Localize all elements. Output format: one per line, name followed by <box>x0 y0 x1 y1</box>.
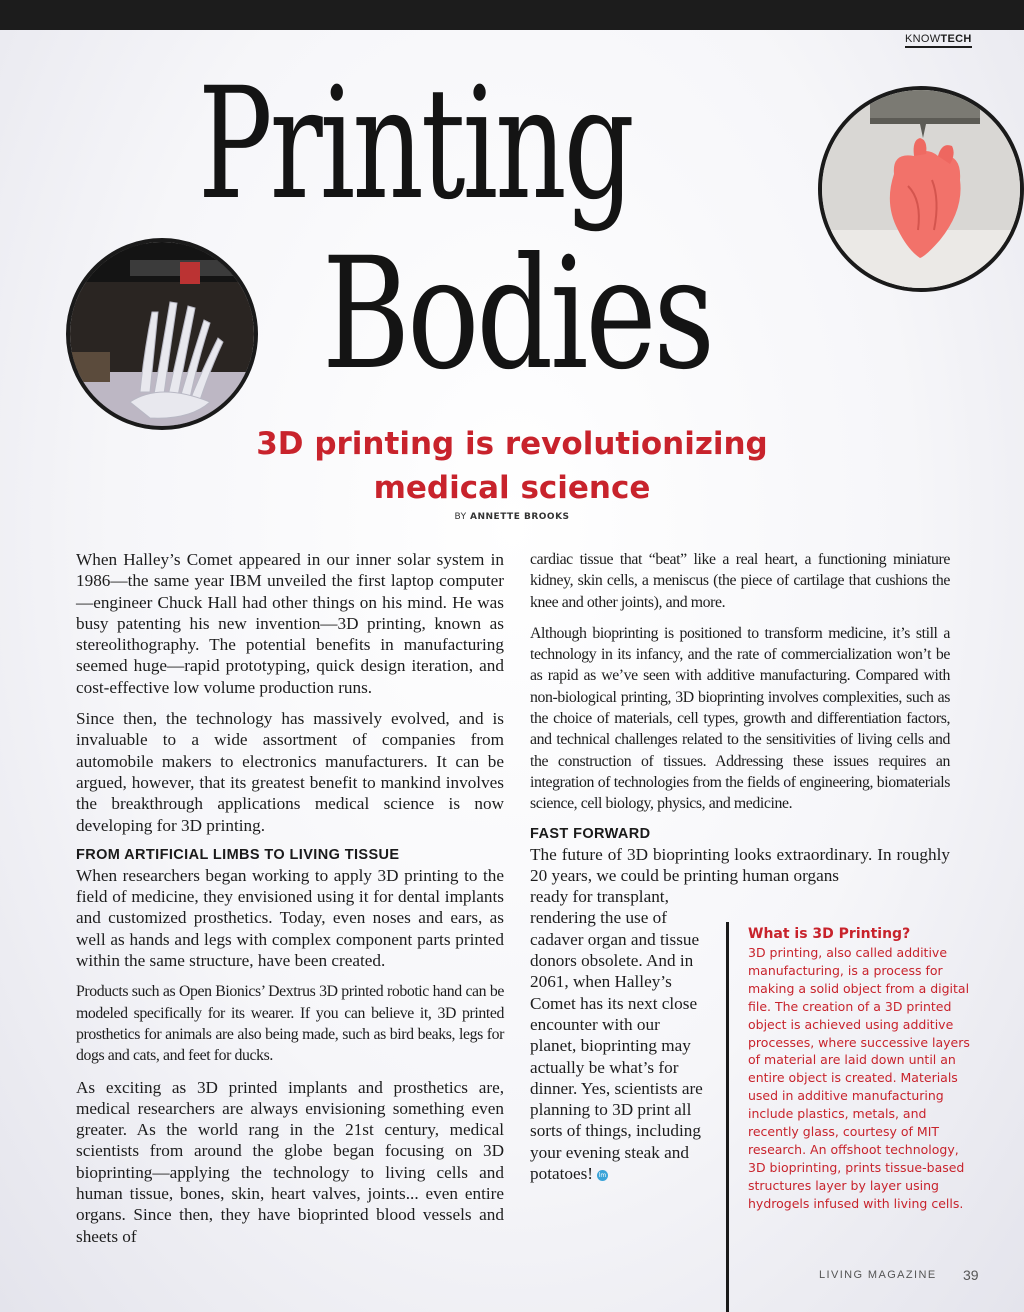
byline-prefix: BY <box>454 512 467 522</box>
page-number: 39 <box>963 1267 979 1283</box>
paragraph-narrow-text: ready for transplant, rendering the use of cadaver organ and tissue donors obsolete. And in 2061, when Halley’s Comet has its next close encounter with our planet, bioprinting may actually be what’s for dinner. Yes, scientists are planning to 3D print all sorts of things, including your evening steak and potatoes! <box>530 887 703 1184</box>
sidebar-body: 3D printing, also called additive manufacturing, is a process for making a solid object from a digital file. The creation of a 3D printed object is achieved using additive processes, where successive layers of material are laid down until an entire object is created. Materials used in additive manufacturing include plastics, metals, and recently glass, courtesy of MIT research. An offshoot technology, 3D bioprinting, prints tissue-based structures layer by layer using hydrogels infused with living cells. <box>748 945 970 1211</box>
headline-line-1: Printing <box>198 55 632 234</box>
paragraph: When researchers began working to apply 3D printing to the field of medicine, they envisioned using it for dental implants and customized prosthetics. Today, even noses and ears, as well as hands and legs with complex component parts printed within the same structure, have been created. <box>76 865 504 971</box>
top-bar <box>0 0 1024 30</box>
section-tag-know: KNOW <box>905 33 941 45</box>
paragraph: When Halley’s Comet appeared in our inner solar system in 1986—the same year IBM unveiled the first laptop computer—engineer Chuck Hall had other things on his mind. He was busy patenting his new invention—3D printing, known as stereolithography. The potential benefits in manufacturing seemed huge—rapid prototyping, quick design iteration, and cost-effective low volume production runs. <box>76 550 504 697</box>
section-tag <box>905 33 972 48</box>
paragraph: Products such as Open Bionics’ Dextrus 3D printed robotic hand can be modeled specifically for its wearer. If you can believe it, 3D printed prosthetics for animals are also being made, such as bird beaks, legs for dogs and cats, and feet for ducks. <box>76 983 504 1065</box>
left-column <box>76 549 504 1257</box>
paragraph: Although bioprinting is positioned to transform medicine, it’s still a technology in its infancy, and the rate of commercialization won’t be as rapid as we’ve seen with additive manufacturing. Compared with non-biological printing, 3D bioprinting involves complexities, such as the choice of materials, cell types, growth and differentiation factors, and technical challenges related to the sensitivities of living cells and the construction of tissues. Addressing these issues requires an integration of technologies from the fields of engineering, biomaterials science, cell biology, physics, and medicine. <box>530 624 950 813</box>
section-heading: FROM ARTIFICIAL LIMBS TO LIVING TISSUE <box>76 846 400 863</box>
byline <box>0 512 1024 522</box>
section-tag-tech: TECH <box>940 33 972 45</box>
photo-printed-foot-skeleton <box>66 238 258 430</box>
paragraph: As exciting as 3D printed implants and prosthetics are, medical researchers are always envisioning something even greater. As the world rang in the 21st century, medical scientists from around the globe began focusing on 3D bioprinting—applying the technology to living cells and human tissue, bones, skin, heart valves, joints... even entire organs. Since then, they have bioprinted blood vessels and sheets of <box>76 1077 504 1246</box>
subtitle <box>0 422 1024 510</box>
section-heading: FAST FORWARD <box>530 825 651 842</box>
foot-skeleton-illustration <box>70 242 254 426</box>
printed-heart-illustration <box>822 90 1020 288</box>
paragraph: The future of 3D bioprinting looks extraordinary. In roughly 20 years, we could be printing human organs <box>530 844 950 885</box>
headline-line-2: Bodies <box>322 225 712 404</box>
paragraph-narrow <box>530 886 706 1184</box>
paragraph: Since then, the technology has massively evolved, and is invaluable to a wide assortment of companies from automobile makers to electronics manufacturers. It can be argued, however, that its greatest benefit to mankind involves the breakthrough applications medical science is now developing for 3D printing. <box>76 709 504 835</box>
photo-printed-heart <box>818 86 1024 292</box>
subtitle-line-1: 3D printing is revolutionizing <box>256 426 768 462</box>
subtitle-line-2: medical science <box>373 470 651 506</box>
end-mark-icon: lm <box>598 1171 607 1179</box>
paragraph: cardiac tissue that “beat” like a real heart, a functioning miniature kidney, skin cells, a meniscus (the piece of cartilage that cushions the knee and other joints), and more. <box>530 551 950 611</box>
sidebar-what-is-3d-printing <box>726 922 972 1312</box>
footer-magazine-name: LIVING MAGAZINE <box>819 1269 937 1281</box>
byline-author: ANNETTE BROOKS <box>470 512 570 522</box>
sidebar-title: What is 3D Printing? <box>748 926 911 942</box>
